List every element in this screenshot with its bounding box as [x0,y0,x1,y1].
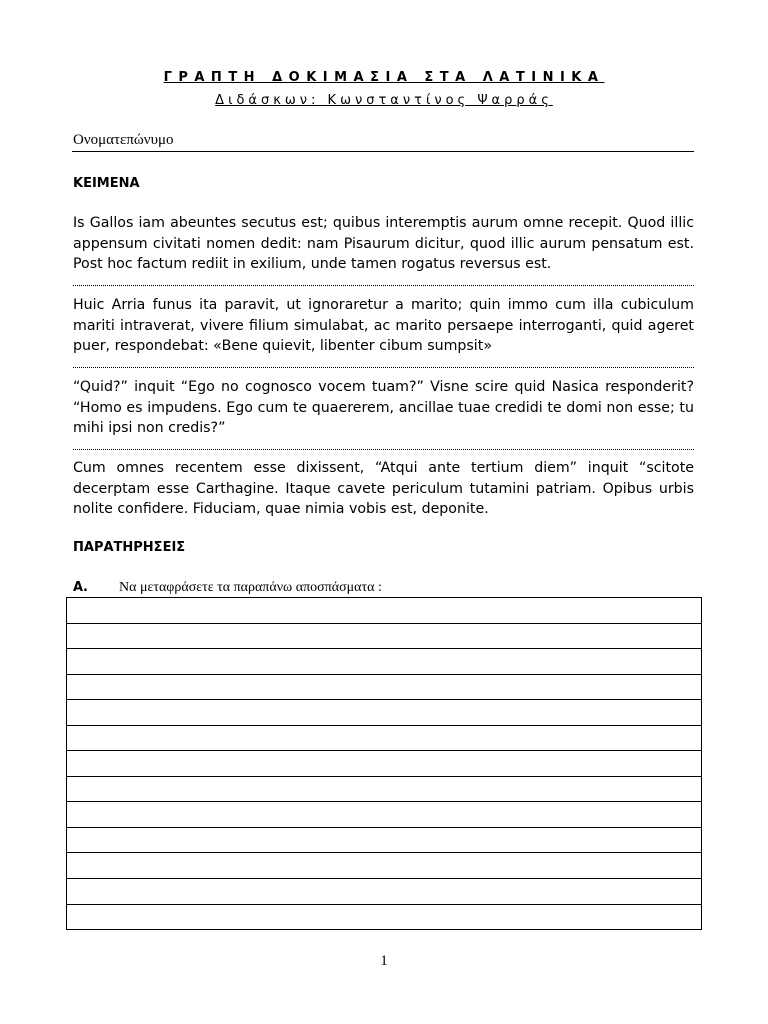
exam-title: ΓΡΑΠΤΗ ΔΟΚΙΜΑΣΙΑ ΣΤΑ ΛΑΤΙΝΙΚΑ [163,70,605,85]
dotted-separator [73,285,694,286]
task-a [73,578,382,596]
latin-passage-3: “Quid?” inquit “Ego no cognosco vocem tuam?” Visne scire quid Nasica responderit? “Homo es impudens. Ego cum te quaererem, ancillae tuae credidi te domi non esse; tu mihi ipsi non credis?” [73,379,694,436]
answer-row[interactable] [67,675,701,701]
answer-row[interactable] [67,624,701,650]
dotted-separator [73,367,694,368]
answer-row[interactable] [67,598,701,624]
latin-passage-2: Huic Arria funus ita paravit, ut ignoraretur a marito; quin immo cum illa cubiculum mariti intraverat, vivere filium simulabat, ac marito persaepe interroganti, quid ageret puer, respondebat: «Bene quievit, libenter cibum sumpsit» [73,297,694,354]
task-letter: Α. [73,580,88,595]
answer-row[interactable] [67,879,701,905]
page-number: 1 [380,953,388,969]
name-field-line[interactable] [72,151,694,152]
dotted-separator [73,449,694,450]
answer-row[interactable] [67,726,701,752]
answer-row[interactable] [67,700,701,726]
answer-row[interactable] [67,905,701,931]
name-field-label: Ονοματεπώνυμο [73,132,174,148]
answer-row[interactable] [67,853,701,879]
teacher-line: Διδάσκων: Κωνσταντίνος Ψαρράς [215,93,553,108]
notes-heading: ΠΑΡΑΤΗΡΗΣΕΙΣ [73,540,186,555]
latin-passage-4: Cum omnes recentem esse dixissent, “Atqui ante tertium diem” inquit “scitote decerptam esse Carthagine. Itaque cavete periculum tutamini patriam. Opibus urbis nolite confidere. Fiduciam, quae nimia vobis est, deponite. [73,460,694,517]
latin-passage-1: Is Gallos iam abeuntes secutus est; quibus interemptis aurum omne recepit. Quod illic appensum civitati nomen dedit: nam Pisaurum dicitur, quod illic aurum pensatum est. Post hoc factum rediit in exilium, unde tamen rogatus reversus est. [73,215,694,272]
answer-box[interactable] [66,597,702,930]
answer-row[interactable] [67,777,701,803]
answer-row[interactable] [67,649,701,675]
answer-row[interactable] [67,828,701,854]
task-instruction: Να μεταφράσετε τα παραπάνω αποσπάσματα : [119,580,382,595]
answer-row[interactable] [67,802,701,828]
texts-heading: ΚΕΙΜΕΝΑ [73,176,140,191]
answer-row[interactable] [67,751,701,777]
